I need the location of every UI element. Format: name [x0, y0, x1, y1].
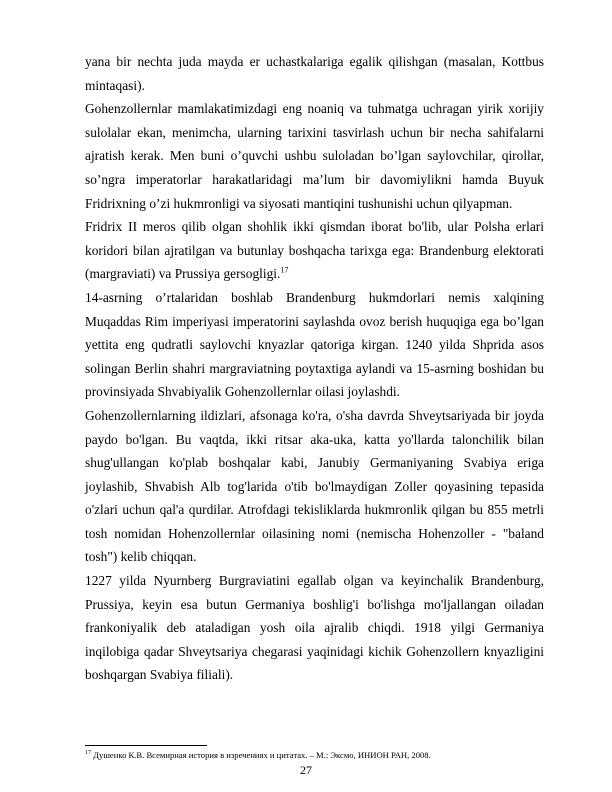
paragraph-3: [85, 215, 544, 286]
paragraph-3-text: Fridrix II meros qilib olgan shohlik ikki qismdan iborat bo'lib, ular Polsha erlari koridori bilan ajratilgan va butunlay boshqacha tarixga ega: Brandenburg elektorati (margraviati) va Prussiya gersogligi.: [85, 219, 544, 282]
footnote-marker: 17: [85, 750, 91, 757]
footnote-text: Душенко К.В. Всемирная история в изречениях и цитатах. – М.: Эксмо, ИНИОН РАН, 2008.: [93, 750, 431, 760]
page-number: 27: [300, 763, 312, 777]
footnote: [85, 750, 544, 761]
paragraph-4: 14-asrning o’rtalaridan boshlab Brandenburg hukmdorlari nemis xalqining Muqaddas Rim imperiyasi imperatorini saylashda ovoz berish huquqiga ega bo’lgan yettita eng qudratli saylovchi knyazlar qatoriga kirgan. 1240 yilda Shprida asos solingan Berlin shahri margraviatning poytaxtiga aylandi va 15-asrning boshidan bu provinsiyada Shvabiyalik Gohenzollernlar oilasi joylashdi.: [85, 289, 544, 400]
paragraph-2: Gohenzollernlar mamlakatimizdagi eng noaniq va tuhmatga uchragan yirik xorijiy sulolalar ekan, menimcha, ularning tarixini tasvirlash uchun bir necha sahifalarni ajratish kerak. Men buni o’quvchi ushbu suloladan bo’lgan saylovchilar, qirollar, so’ngra imperatorlar harakatlaridagi ma’lum bir davomiylikni hamda Buyuk Fridrixning o’zi hukmronligi va siyosati mantiqini tushunishi uchun qilyapman.: [85, 101, 544, 211]
footnote-divider: [85, 745, 207, 746]
paragraph-1: yana bir nechta juda mayda er uchastkalariga egalik qilishgan (masalan, Kottbus mintaqasi).: [85, 54, 544, 93]
page-body: [85, 50, 544, 687]
footnote-reference[interactable]: 17: [280, 265, 289, 275]
paragraph-5: Gohenzollernlarning ildizlari, afsonaga ko'ra, o'sha davrda Shveytsariyada bir joyda paydo bo'lgan. Bu vaqtda, ikki ritsar aka-uka, katta yo'llarda talonchilik bilan shug'ullangan ko'plab boshqalar kabi, Janubiy Germaniyaning Svabiya eriga joylashib, Shvabish Alb tog'larida o'tib bo'lmaydigan Zoller qoyasining tepasida o'zlari uchun qal'a qurdilar. Atrofdagi tekisliklarda hukmronlik qilgan bu 855 metrli tosh nomidan Hohenzollernlar oilasining nomi (nemischa Hohenzoller - "baland tosh") kelib chiqqan.: [85, 407, 544, 565]
paragraph-6: 1227 yilda Nyurnberg Burgraviatini egallab olgan va keyinchalik Brandenburg, Prussiya, keyin esa butun Germaniya boshlig'i bo'lishga mo'ljallangan oiladan frankoniyalik deb ataladigan yosh oila ajralib chiqdi. 1918 yilgi Germaniya inqilobiga qadar Shveytsariya chegarasi yaqinidagi kichik Gohenzollern knyazligini boshqargan Svabiya filiali).: [85, 573, 544, 683]
